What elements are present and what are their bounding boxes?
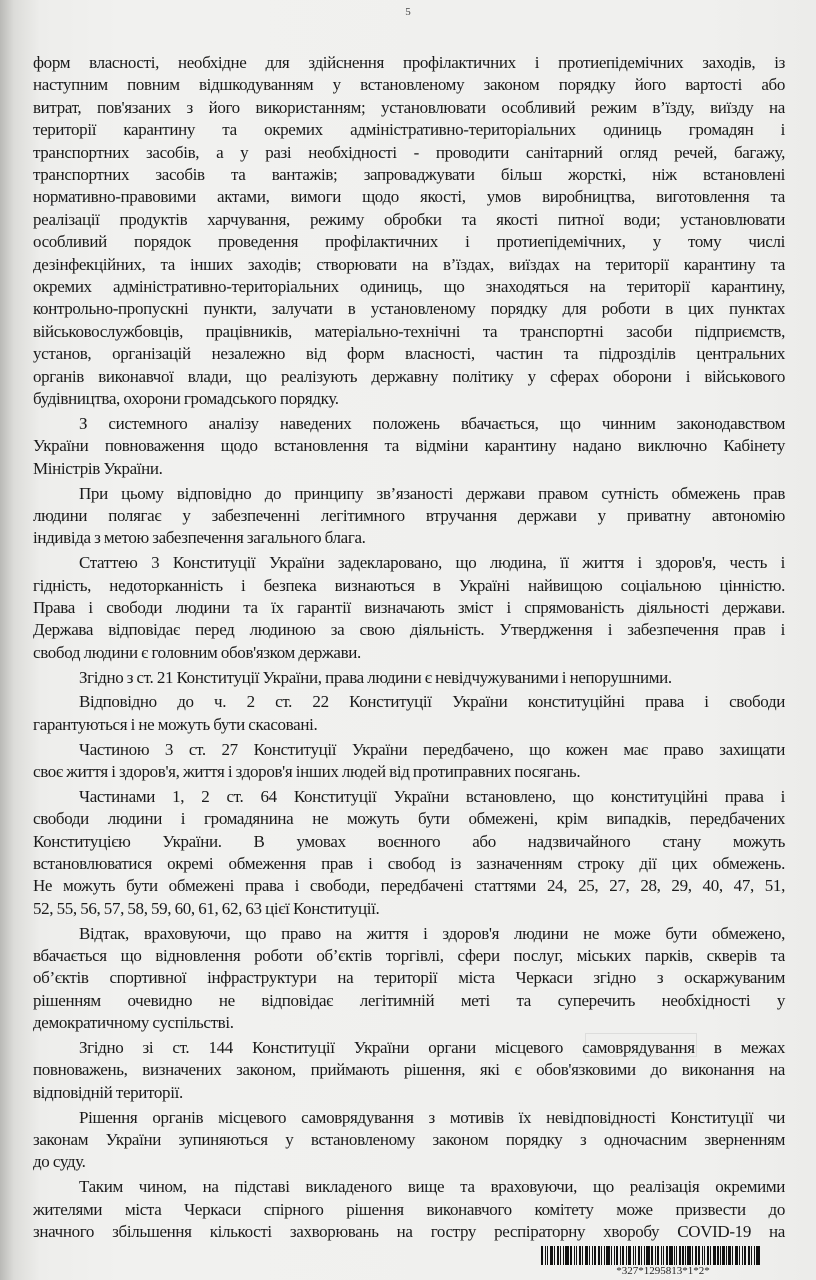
barcode-bar xyxy=(756,1246,759,1265)
barcode-bar xyxy=(606,1246,609,1265)
barcode-bar xyxy=(713,1246,716,1265)
text-line: законам України зупиняються у встановленому законом порядку з одночасним зверненням xyxy=(33,1130,785,1149)
paragraph xyxy=(33,483,785,550)
barcode-bar xyxy=(570,1246,572,1265)
text-line: військовослужбовців, працівників, матеріально-технічні та транспортні засоби підприємств, xyxy=(33,321,785,341)
barcode-bar xyxy=(702,1246,703,1265)
barcode-bar xyxy=(641,1246,642,1265)
barcode-bar xyxy=(735,1246,738,1265)
barcode xyxy=(541,1246,785,1265)
text-line: свобод людини є головним обов'язком держави. xyxy=(33,642,361,662)
text-line: значного збільшення кількості захворювань на гостру респіраторну хворобу COVID-19 на xyxy=(33,1222,785,1242)
barcode-bar xyxy=(598,1246,600,1265)
page-number: 5 xyxy=(405,6,411,18)
text-line: Згідно зі ст. 144 Конституції України органи місцевого самоврядування в межах xyxy=(79,1037,785,1057)
barcode-bar xyxy=(669,1246,672,1265)
text-line: своє життя і здоров'я, життя і здоров'я інших людей від протиправних посягань. xyxy=(33,761,581,781)
barcode-block xyxy=(541,1246,785,1278)
barcode-bar xyxy=(687,1246,690,1265)
text-line: форм власності, необхідне для здійснення профілактичних і протиепідемічних заходів, із xyxy=(33,53,785,72)
barcode-bar xyxy=(541,1246,543,1265)
paragraph xyxy=(33,413,785,480)
text-line: Відповідно до ч. 2 ст. 22 Конституції України конституційні права і свободи xyxy=(79,692,785,712)
text-line: до суду. xyxy=(33,1152,86,1172)
barcode-bar xyxy=(592,1246,593,1265)
paragraph xyxy=(33,923,785,1035)
barcode-bar xyxy=(666,1246,668,1265)
text-line: З системного аналізу наведених положень вбачається, що чинним законодавством xyxy=(79,413,785,433)
barcode-bar xyxy=(685,1246,686,1265)
barcode-bar xyxy=(698,1246,700,1265)
barcode-bar xyxy=(545,1246,546,1265)
barcode-bar xyxy=(620,1246,621,1265)
text-line: Таким чином, на підставі викладеного вище та враховуючи, що реалізація окремими xyxy=(79,1177,785,1197)
barcode-bar xyxy=(739,1246,740,1265)
text-line: витрат, пов'язаних з його використанням; установлювати особливий режим в’їзду, виїзду на xyxy=(33,97,785,117)
text-line: органів виконавчої влади, що реалізують державну політику у сферах оборони і військового xyxy=(33,366,785,386)
barcode-bar xyxy=(628,1246,631,1265)
document-body xyxy=(33,52,785,1243)
text-line: Частинами 1, 2 ст. 64 Конституції України встановлено, що конституційні права і xyxy=(79,786,785,806)
barcode-bar xyxy=(726,1246,727,1265)
barcode-bar xyxy=(550,1246,553,1265)
barcode-bar xyxy=(554,1246,555,1265)
text-line: установ, організацій незалежно від форм власності, частин та підрозділів центральних xyxy=(33,344,785,364)
barcode-bar xyxy=(695,1246,697,1265)
barcode-bar xyxy=(720,1246,721,1265)
barcode-bar xyxy=(585,1246,588,1265)
text-line: жителями міста Черкаси спірного рішення виконавчого комітету може призвести до xyxy=(33,1199,785,1219)
text-line: гарантуються і не можуть бути скасовані. xyxy=(33,714,318,734)
barcode-bar xyxy=(692,1246,693,1265)
text-line: окремих адміністративно-територіальних одиниць, що знаходяться на території карантину, xyxy=(33,277,785,297)
paragraph xyxy=(33,1037,785,1104)
barcode-bar xyxy=(657,1246,659,1265)
barcode-bar xyxy=(710,1246,711,1265)
barcode-text: *327*1295813*1*2* xyxy=(616,1265,710,1278)
text-line: будівництва, охорони громадського порядку. xyxy=(33,389,339,409)
text-line: рішенням очевидно не відповідає легітимній меті та суперечить необхідності у xyxy=(33,990,785,1010)
paragraph xyxy=(33,552,785,664)
barcode-bar xyxy=(663,1246,664,1265)
barcode-bar xyxy=(635,1246,636,1265)
barcode-bar xyxy=(728,1246,730,1265)
barcode-bar xyxy=(565,1246,568,1265)
text-line: Конституцією України. В умовах воєнного або надзвичайного стану можуть xyxy=(33,831,785,851)
text-line: Частиною 3 ст. 27 Конституції України передбачено, що кожен має право захищати xyxy=(79,739,785,759)
barcode-bar xyxy=(751,1246,752,1265)
paragraph xyxy=(33,1176,785,1243)
barcode-bar xyxy=(582,1246,583,1265)
paragraph xyxy=(33,739,785,784)
barcode-bar xyxy=(594,1246,596,1265)
text-line: Не можуть бути обмежені права і свободи, передбачені статтями 24, 25, 27, 28, 29, 40, 47, 51, xyxy=(33,876,785,896)
barcode-bar xyxy=(744,1246,746,1265)
paragraph xyxy=(33,52,785,411)
text-line: встановлюватися окремі обмеження прав і свобод із зазначенням строку дії цих обмежень. xyxy=(33,853,785,873)
barcode-bar xyxy=(679,1246,681,1265)
barcode-bar xyxy=(676,1246,677,1265)
barcode-bar xyxy=(748,1246,750,1265)
barcode-bar xyxy=(626,1246,627,1265)
text-line: території карантину та окремих адміністративно-територіальних одиниць громадян і xyxy=(33,120,785,140)
text-line: Згідно з ст. 21 Конституції України, права людини є невідчужуваними і непорушними. xyxy=(79,667,672,687)
text-line: демократичному суспільстві. xyxy=(33,1013,234,1033)
text-line: Держава відповідає перед людиною за свою діяльність. Утвердження і забезпечення прав і xyxy=(33,620,785,640)
barcode-bar xyxy=(576,1246,577,1265)
text-line: людини полягає у забезпеченні легітимного втручання держави у приватну автономію xyxy=(33,505,785,525)
text-line: 52, 55, 56, 57, 58, 59, 60, 61, 62, 63 цієї Конституції. xyxy=(33,898,380,918)
barcode-bar xyxy=(674,1246,675,1265)
barcode-bar xyxy=(732,1246,733,1265)
text-line: наступним повним відшкодуванням у встановленому законом порядку його вартості або xyxy=(33,75,785,95)
text-line: При цьому відповідно до принципу зв’язаності держави правом сутність обмежень прав xyxy=(79,483,785,503)
barcode-bar xyxy=(589,1246,590,1265)
barcode-bar xyxy=(547,1246,548,1265)
barcode-bar xyxy=(651,1246,653,1265)
text-line: вбачається що відновлення роботи об’єктів торгівлі, сфери послуг, міських парків, скверів та xyxy=(33,945,785,965)
text-line: гідність, недоторканність і безпека визнаються в Україні найвищою соціальною цінністю. xyxy=(33,575,785,595)
barcode-bar xyxy=(611,1246,612,1265)
barcode-bar xyxy=(655,1246,656,1265)
text-line: відповідній території. xyxy=(33,1082,183,1102)
barcode-bar xyxy=(717,1246,718,1265)
text-line: реалізації продуктів харчування, режиму обробки та якості питної води; установлювати xyxy=(33,209,785,229)
barcode-bar xyxy=(614,1246,615,1265)
text-line: контрольно-пропускні пункти, залучати в установленому порядку для роботи в цих пунктах xyxy=(33,299,785,319)
text-line: нормативно-правовими актами, вимоги щодо якості, умов виробництва, виготовлення та xyxy=(33,187,785,207)
paragraph xyxy=(33,667,785,689)
text-line: об’єктів спортивної інфраструктури на території міста Черкаси згідно з оскаржуваним xyxy=(33,968,785,988)
barcode-bar xyxy=(682,1246,683,1265)
paragraph xyxy=(33,691,785,736)
text-line: дезінфекційних, та інших заходів; створювати на в’їздах, виїздах на території карантину та xyxy=(33,254,785,274)
barcode-bar xyxy=(616,1246,618,1265)
text-line: транспортних засобів та вантажів; запроваджувати більш жорсткі, ніж встановлені xyxy=(33,165,785,185)
page-content xyxy=(33,52,785,1278)
text-line: України повноваження щодо встановлення та відміни карантину надано виключно Кабінету xyxy=(33,436,785,456)
barcode-bar xyxy=(604,1246,605,1265)
barcode-bar xyxy=(644,1246,645,1265)
text-line: Права і свободи людини та їх гарантії визначають зміст і спрямованість діяльності держави. xyxy=(33,597,785,617)
barcode-bar xyxy=(638,1246,640,1265)
text-line: Статтею 3 Конституції України задекларовано, що людина, її життя і здоров'я, честь і xyxy=(79,553,785,573)
barcode-bar xyxy=(601,1246,602,1265)
barcode-bar xyxy=(563,1246,564,1265)
barcode-bar xyxy=(579,1246,581,1265)
text-line: індивіда з метою забезпечення загального блага. xyxy=(33,528,366,548)
barcode-bar xyxy=(560,1246,561,1265)
text-line: транспортних засобів, а у разі необхідності - проводити санітарний огляд речей, багажу, xyxy=(33,142,785,162)
barcode-bar xyxy=(646,1246,649,1265)
paragraph xyxy=(33,1107,785,1174)
barcode-bar xyxy=(574,1246,575,1265)
barcode-bar xyxy=(754,1246,755,1265)
text-line: Міністрів України. xyxy=(33,458,163,478)
barcode-bar xyxy=(622,1246,624,1265)
barcode-bar xyxy=(661,1246,662,1265)
barcode-bar xyxy=(704,1246,705,1265)
text-line: повноважень, визначених законом, приймають рішення, які є обов'язковими до виконання на xyxy=(33,1060,785,1080)
text-line: Рішення органів місцевого самоврядування з мотивів їх невідповідності Конституції чи xyxy=(79,1107,785,1127)
text-line: Відтак, враховуючи, що право на життя і здоров'я людини не може бути обмежено, xyxy=(79,923,785,943)
text-line: свободи людини і громадянина не можуть бути обмежені, крім випадків, передбачених xyxy=(33,809,785,829)
paragraph xyxy=(33,786,785,920)
barcode-bar xyxy=(633,1246,634,1265)
barcode-bar xyxy=(557,1246,559,1265)
barcode-bar xyxy=(742,1246,743,1265)
barcode-bar xyxy=(722,1246,724,1265)
text-line: особливий порядок проведення профілактичних і протиепідемічних, у тому числі xyxy=(33,232,785,252)
barcode-bar xyxy=(707,1246,709,1265)
